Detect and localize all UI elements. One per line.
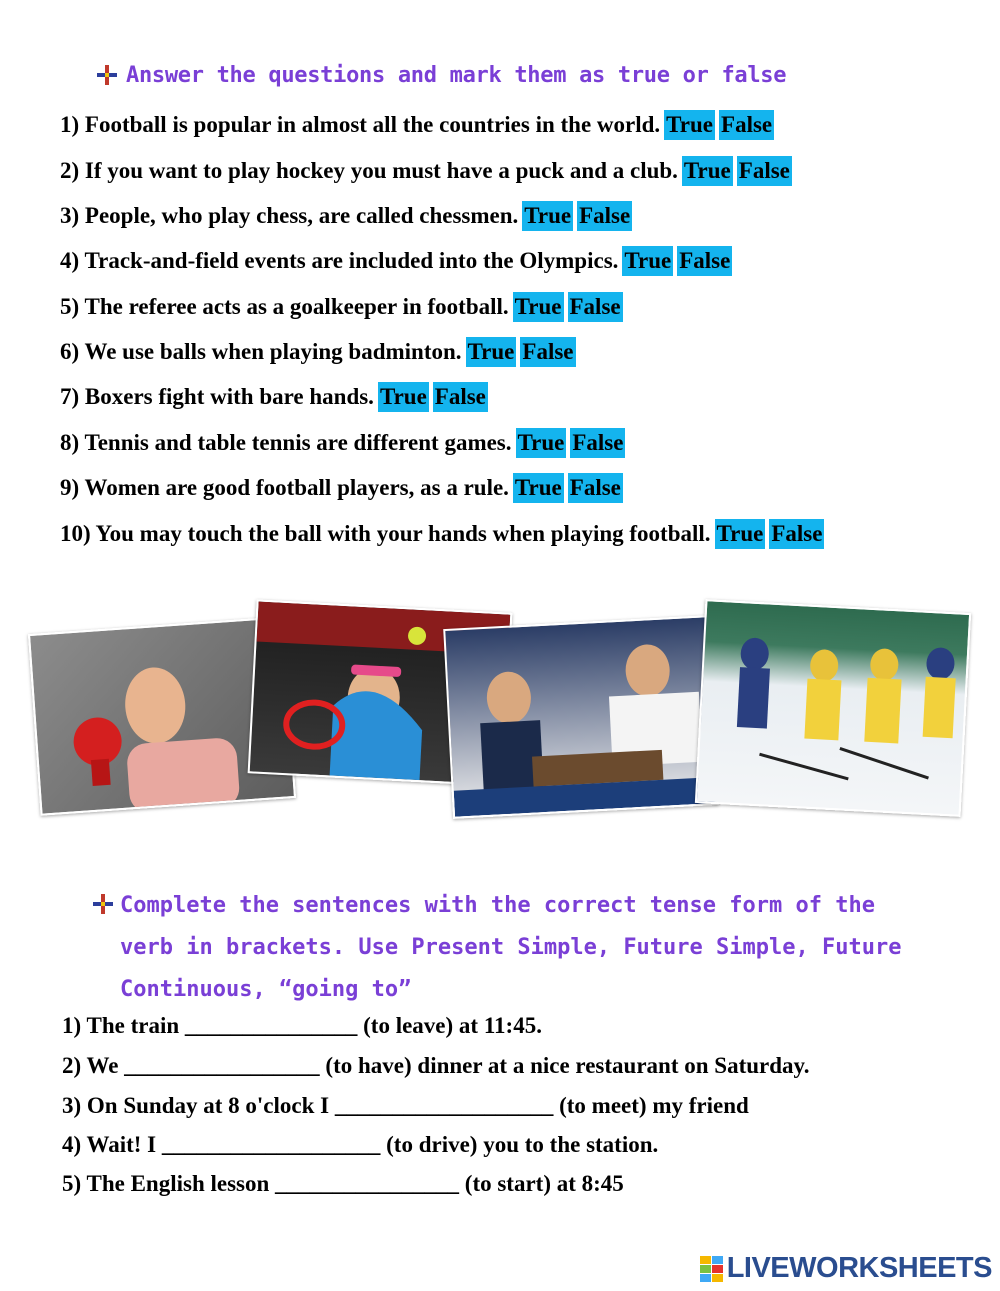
question-text: 5) The referee acts as a goalkeeper in football. bbox=[60, 294, 509, 319]
brand-text: LIVEWORKSHEETS bbox=[726, 1252, 992, 1284]
question-row bbox=[60, 156, 792, 186]
plus-bullet-icon bbox=[92, 893, 114, 915]
true-option[interactable]: True bbox=[522, 201, 573, 231]
true-option[interactable]: True bbox=[664, 110, 715, 140]
liveworksheets-logo[interactable] bbox=[700, 1252, 992, 1285]
true-option[interactable]: True bbox=[715, 519, 766, 549]
section1-heading: Answer the questions and mark them as true or false bbox=[126, 63, 787, 88]
true-option[interactable]: True bbox=[378, 382, 429, 412]
false-option[interactable]: False bbox=[568, 292, 623, 322]
true-option[interactable]: True bbox=[516, 428, 567, 458]
hockey-photo bbox=[695, 599, 971, 817]
question-text: 3) People, who play chess, are called chessmen. bbox=[60, 203, 519, 228]
question-row bbox=[60, 428, 625, 458]
question-row bbox=[60, 473, 623, 503]
plus-bullet-icon bbox=[96, 64, 118, 86]
true-option[interactable]: True bbox=[682, 156, 733, 186]
false-option[interactable]: False bbox=[719, 110, 774, 140]
chess-photo bbox=[443, 615, 719, 819]
question-row bbox=[60, 519, 824, 549]
true-option[interactable]: True bbox=[513, 473, 564, 503]
question-text: 10) You may touch the ball with your hands when playing football. bbox=[60, 521, 711, 546]
question-text: 2) If you want to play hockey you must have a puck and a club. bbox=[60, 158, 678, 183]
section2-heading-line1: Complete the sentences with the correct tense form of the bbox=[120, 893, 875, 918]
false-option[interactable]: False bbox=[433, 382, 488, 412]
false-option[interactable]: False bbox=[570, 428, 625, 458]
true-option[interactable]: True bbox=[513, 292, 564, 322]
fill-sentence-2: 2) We _________________ (to have) dinner at a nice restaurant on Saturday. bbox=[62, 1053, 810, 1078]
section2-heading-line2: verb in brackets. Use Present Simple, Future Simple, Future bbox=[120, 935, 902, 960]
question-row bbox=[60, 337, 576, 367]
question-text: 1) Football is popular in almost all the countries in the world. bbox=[60, 112, 661, 137]
false-option[interactable]: False bbox=[737, 156, 792, 186]
fill-sentence-1: 1) The train _______________ (to leave) at 11:45. bbox=[62, 1013, 542, 1038]
question-text: 4) Track-and-field events are included into the Olympics. bbox=[60, 248, 619, 273]
false-option[interactable]: False bbox=[769, 519, 824, 549]
false-option[interactable]: False bbox=[677, 246, 732, 276]
question-text: 7) Boxers fight with bare hands. bbox=[60, 384, 374, 409]
question-text: 9) Women are good football players, as a rule. bbox=[60, 475, 509, 500]
true-option[interactable]: True bbox=[622, 246, 673, 276]
fill-sentence-3: 3) On Sunday at 8 o'clock I ___________________ (to meet) my friend bbox=[62, 1093, 749, 1118]
question-row bbox=[60, 382, 488, 412]
question-row bbox=[60, 292, 623, 322]
false-option[interactable]: False bbox=[520, 337, 575, 367]
fill-sentence-5: 5) The English lesson ________________ (to start) at 8:45 bbox=[62, 1171, 624, 1196]
fill-sentence-4: 4) Wait! I ___________________ (to drive) you to the station. bbox=[62, 1132, 659, 1157]
question-row bbox=[60, 201, 632, 231]
liveworksheets-logo-icon bbox=[700, 1256, 724, 1282]
question-row bbox=[60, 246, 732, 276]
false-option[interactable]: False bbox=[577, 201, 632, 231]
section2-heading-line3: Continuous, “going to” bbox=[120, 977, 412, 1002]
question-text: 8) Tennis and table tennis are different games. bbox=[60, 430, 512, 455]
question-text: 6) We use balls when playing badminton. bbox=[60, 339, 462, 364]
true-option[interactable]: True bbox=[466, 337, 517, 367]
false-option[interactable]: False bbox=[568, 473, 623, 503]
question-row bbox=[60, 110, 774, 140]
